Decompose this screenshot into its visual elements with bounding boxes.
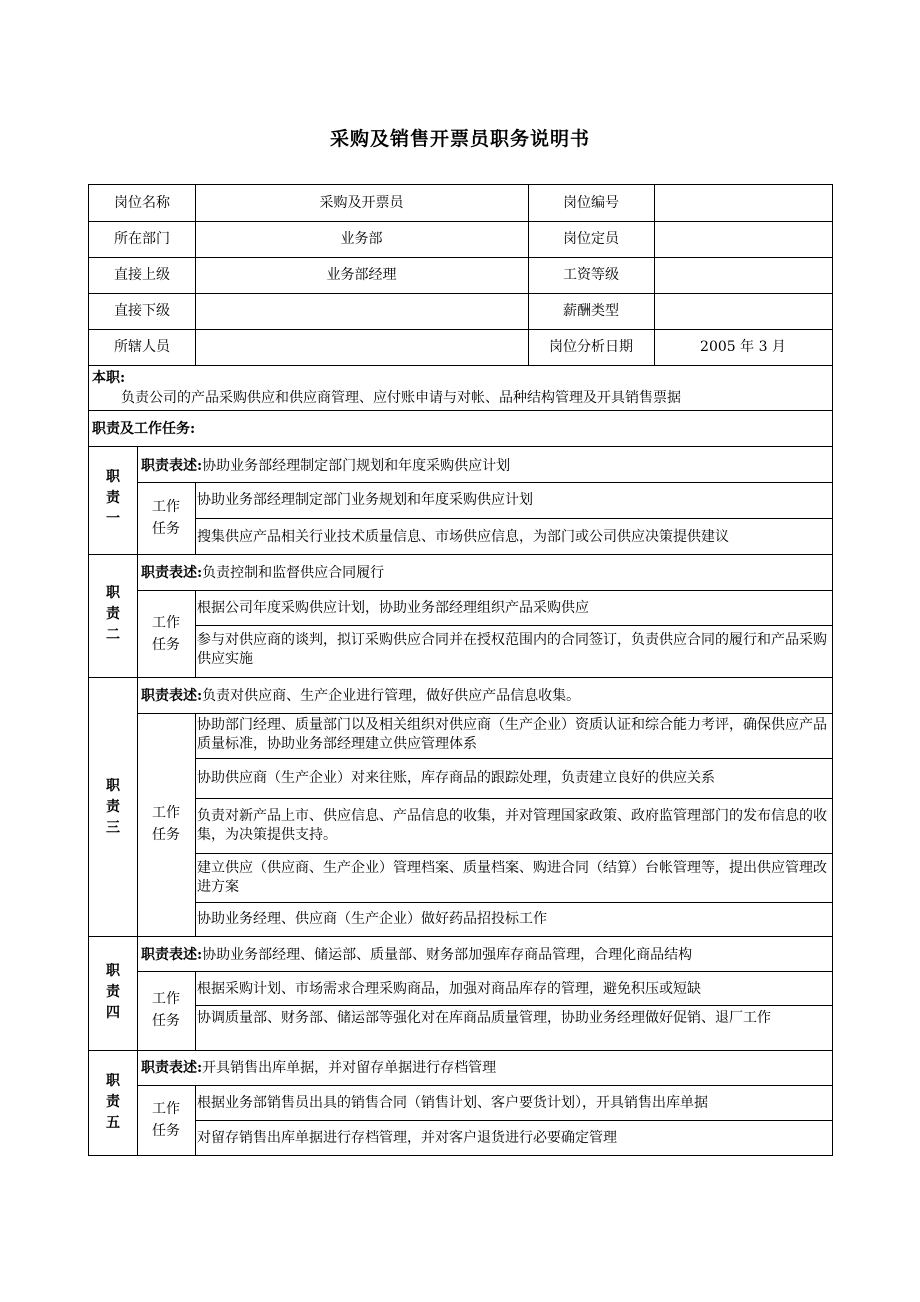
- label-position-name: 岗位名称: [114, 195, 170, 211]
- label-pay-type: 薪酬类型: [563, 303, 619, 319]
- responsibility-3-task-4: 建立供应（供应商、生产企业）管理档案、质量档案、购进合同（结算）台帐管理等，提出供应管理改进方案: [197, 860, 827, 895]
- value-analysis-date: 2005 年 3 月: [700, 339, 786, 355]
- responsibility-5-task-2: 对留存销售出库单据进行存档管理，并对客户退货进行必要确定管理: [197, 1130, 617, 1146]
- responsibility-1-task-2: 搜集供应产品相关行业技术质量信息、市场供应信息，为部门或公司供应决策提供建议: [197, 529, 729, 545]
- label-position-code: 岗位编号: [563, 195, 619, 211]
- responsibility-5-task-1: 根据业务部销售员出具的销售合同（销售计划、客户要货计划），开具销售出库单据: [197, 1095, 708, 1111]
- value-department: 业务部: [340, 231, 383, 247]
- task-label: 工作 任务: [152, 805, 180, 843]
- responsibility-3-task-2: 协助供应商（生产企业）对来往账，库存商品的跟踪处理，负责建立良好的供应关系: [197, 770, 715, 786]
- job-description-table: [88, 184, 833, 1156]
- statement-label: 职责表述:: [141, 947, 203, 963]
- responsibility-5-statement: 开具销售出库单据，并对留存单据进行存档管理: [202, 1060, 497, 1076]
- label-department: 所在部门: [114, 231, 170, 247]
- label-subordinate: 直接下级: [114, 303, 170, 319]
- label-salary-grade: 工资等级: [563, 267, 619, 283]
- tasks-header: 职责及工作任务:: [92, 421, 196, 437]
- statement-label: 职责表述:: [141, 1060, 203, 1076]
- task-label: 工作 任务: [152, 1101, 180, 1139]
- responsibility-2-task-1: 根据公司年度采购供应计划，协助业务部经理组织产品采购供应: [197, 600, 589, 616]
- responsibility-4-name: 职 责 四: [106, 963, 120, 1021]
- responsibility-3-statement: 负责对供应商、生产企业进行管理，做好供应产品信息收集。: [202, 688, 581, 704]
- responsibility-3-task-1: 协助部门经理、质量部门以及相关组织对供应商（生产企业）资质认证和综合能力考评，确保供应产品质量标准，协助业务部经理建立供应管理体系: [197, 717, 827, 752]
- value-supervisor: 业务部经理: [326, 267, 397, 283]
- label-analysis-date: 岗位分析日期: [549, 339, 633, 355]
- value-position-name: 采购及开票员: [319, 195, 404, 211]
- responsibility-1-task-1: 协助业务部经理制定部门业务规划和年度采购供应计划: [197, 492, 533, 508]
- responsibility-4-statement: 协助业务部经理、储运部、质量部、财务部加强库存商品管理，合理化商品结构: [202, 947, 693, 963]
- responsibility-2-task-2: 参与对供应商的谈判，拟订采购供应合同并在授权范围内的合同签订，负责供应合同的履行和产品采购供应实施: [197, 632, 827, 667]
- responsibility-3-task-5: 协助业务经理、供应商（生产企业）做好药品招投标工作: [197, 911, 547, 927]
- responsibility-2-statement: 负责控制和监督供应合同履行: [202, 565, 385, 581]
- task-label: 工作 任务: [152, 499, 180, 537]
- document-title: 采购及销售开票员职务说明书: [329, 128, 590, 150]
- statement-label: 职责表述:: [141, 458, 203, 474]
- statement-label: 职责表述:: [141, 688, 203, 704]
- label-staff: 所辖人员: [114, 339, 170, 355]
- responsibility-3-name: 职 责 三: [106, 778, 120, 836]
- responsibility-5-name: 职 责 五: [106, 1073, 120, 1131]
- responsibility-1-name: 职 责 一: [106, 469, 120, 527]
- responsibility-2-name: 职 责 二: [106, 585, 120, 643]
- responsibility-4-task-1: 根据采购计划、市场需求合理采购商品，加强对商品库存的管理，避免积压或短缺: [197, 981, 701, 997]
- task-label: 工作 任务: [152, 615, 180, 653]
- responsibility-3-task-3: 负责对新产品上市、供应信息、产品信息的收集，并对管理国家政策、政府监管理部门的发布信息的收集，为决策提供支持。: [197, 808, 827, 843]
- label-headcount: 岗位定员: [563, 231, 619, 247]
- label-supervisor: 直接上级: [114, 267, 170, 283]
- duty-label: 本职:: [92, 370, 126, 386]
- statement-label: 职责表述:: [141, 565, 203, 581]
- task-label: 工作 任务: [152, 991, 180, 1029]
- responsibility-1-statement: 协助业务部经理制定部门规划和年度采购供应计划: [202, 458, 511, 474]
- duty-text: 负责公司的产品采购供应和供应商管理、应付账申请与对帐、品种结构管理及开具销售票据: [121, 390, 681, 406]
- responsibility-4-task-2: 协调质量部、财务部、储运部等强化对在库商品质量管理，协助业务经理做好促销、退厂工作: [197, 1010, 771, 1026]
